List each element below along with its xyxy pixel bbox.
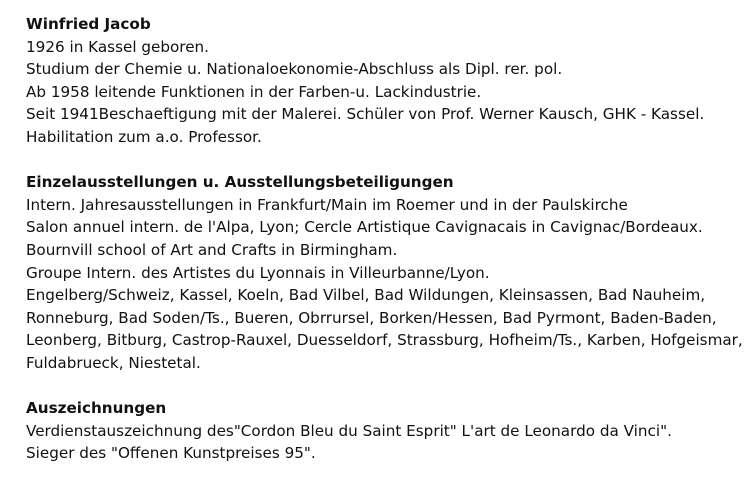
bio-line: 1926 in Kassel geboren. [26, 37, 209, 56]
bio-line: Habilitation zum a.o. Professor. [26, 127, 262, 146]
bio-line: Ab 1958 leitende Funktionen in der Farben-u. Lackindustrie. [26, 82, 482, 101]
exhibitions-heading: Einzelausstellungen u. Ausstellungsbeteiligungen [26, 173, 454, 192]
bio-line: Seit 1941Beschaeftigung mit der Malerei. Schüler von Prof. Werner Kausch, GHK - Kassel. [26, 105, 705, 124]
exhibition-line: Intern. Jahresausstellungen in Frankfurt/Main im Roemer und in der Paulskirche [26, 195, 628, 214]
artist-name-heading: Winfried Jacob [26, 15, 151, 33]
bio-section [26, 13, 744, 149]
awards-heading: Auszeichnungen [26, 399, 167, 418]
document-body [26, 13, 744, 465]
exhibition-line: Engelberg/Schweiz, Kassel, Koeln, Bad Vilbel, Bad Wildungen, Kleinsassen, Bad Nauheim, [26, 286, 706, 305]
exhibition-line: Ronneburg, Bad Soden/Ts., Bueren, Obrrursel, Borken/Hessen, Bad Pyrmont, Baden-Baden, [26, 308, 717, 327]
exhibition-line: Groupe Intern. des Artistes du Lyonnais in Villeurbanne/Lyon. [26, 263, 490, 282]
exhibition-line: Salon annuel intern. de l'Alpa, Lyon; Cercle Artistique Cavignacais in Cavignac/Bordeaux. [26, 218, 703, 237]
exhibition-line: Bournvill school of Art and Crafts in Birmingham. [26, 240, 398, 259]
award-line: Verdienstauszeichnung des"Cordon Bleu du Saint Esprit" L'art de Leonardo da Vinci". [26, 421, 672, 440]
exhibitions-section [26, 171, 744, 374]
bio-line: Studium der Chemie u. Nationaloekonomie-Abschluss als Dipl. rer. pol. [26, 60, 563, 79]
awards-section [26, 397, 744, 465]
exhibition-line: Fuldabrueck, Niestetal. [26, 353, 201, 372]
section-spacer [26, 375, 744, 398]
exhibition-line: Leonberg, Bitburg, Castrop-Rauxel, Duesseldorf, Strassburg, Hofheim/Ts., Karben, Hofgeismar, [26, 331, 743, 350]
section-spacer [26, 149, 744, 172]
award-line: Sieger des "Offenen Kunstpreises 95". [26, 444, 316, 463]
